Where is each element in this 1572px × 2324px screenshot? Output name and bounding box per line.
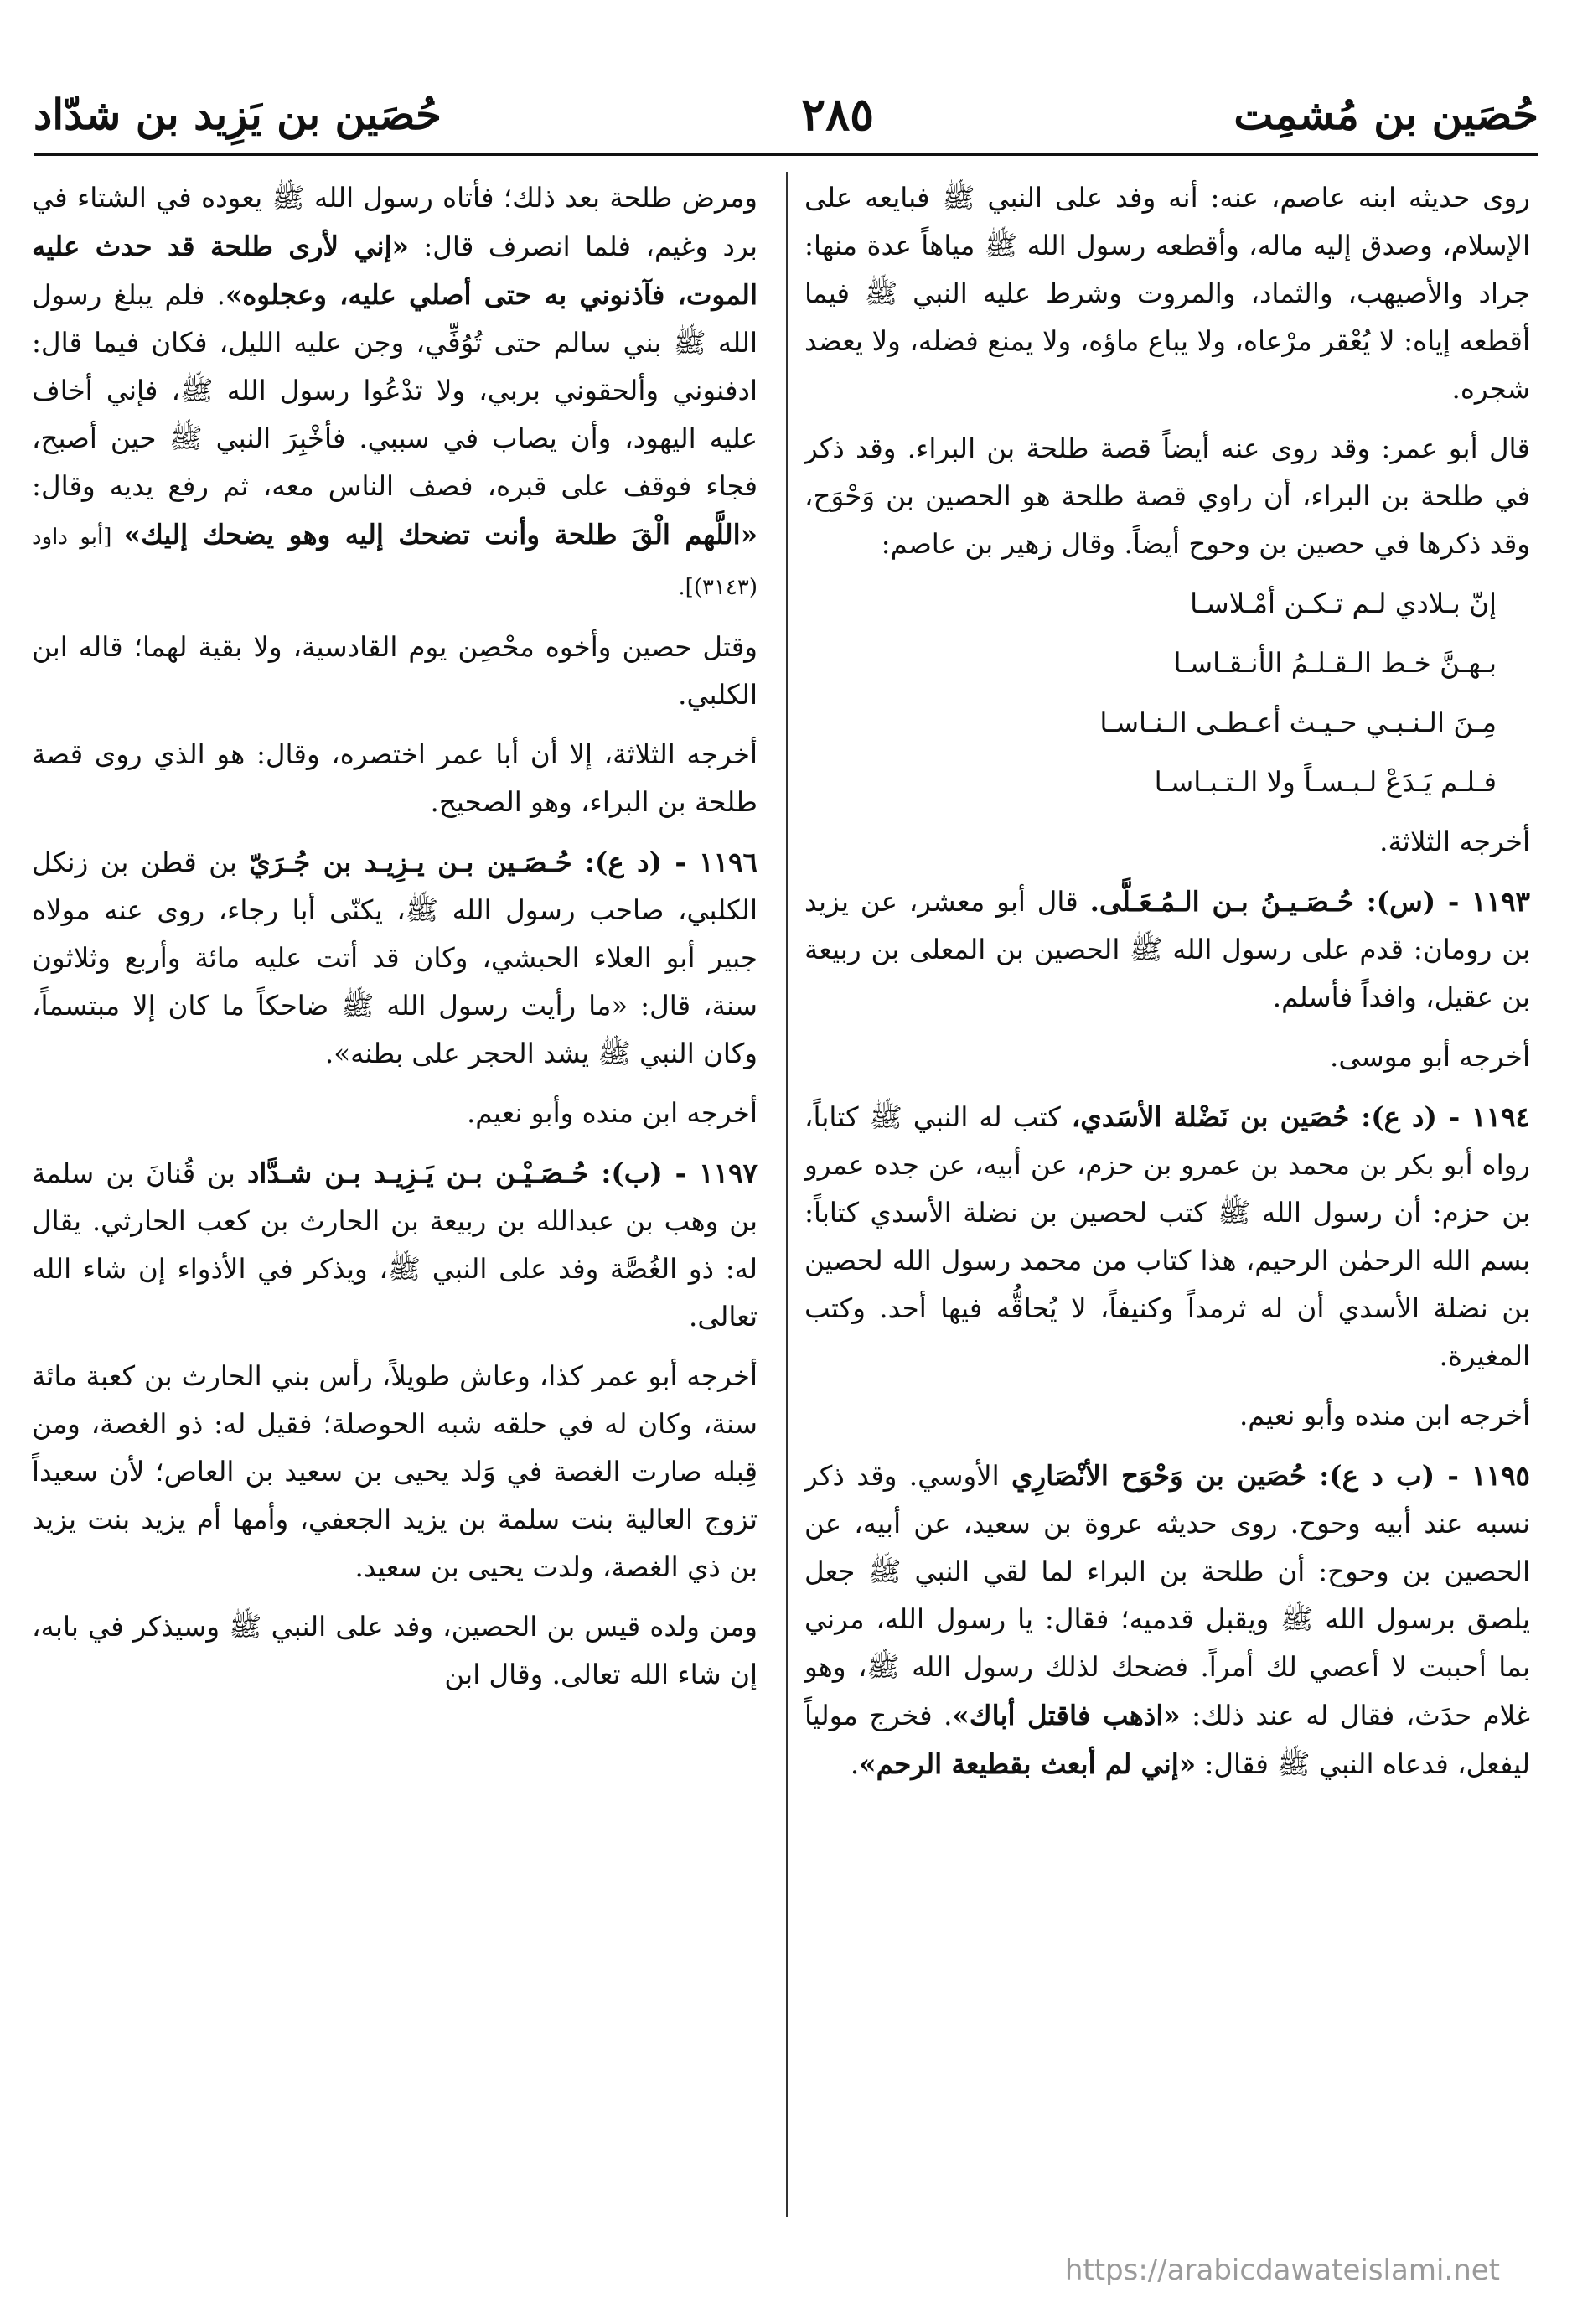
paragraph: أخرجه ابن منده وأبو نعيم. — [466, 1097, 758, 1129]
paragraph: قال أبو عمر: وقد روى عنه أيضاً قصة طلحة بن البراء. وقد ذكر في طلحة بن البراء، أن راوي قصة طلحة هو الحصين بن وَحْوَح، وقد ذكرها في حصين بن وحوح أيضاً. وقال زهير بن عاصم: — [804, 432, 1530, 560]
paragraph: أخرجه الثلاثة. — [1379, 826, 1530, 857]
verse-line: فـلـم يَـدَعْ لـبـسـاً ولا الـتـبـاسـا — [1154, 766, 1497, 798]
header-right-title: حُصَين بن مُشمِت — [1233, 89, 1538, 139]
page-header — [34, 80, 1538, 148]
entry-heading: ١١٩٧ - (ب): حُـصَـيْـن بـن يَـزِيـد بـن شـدَّاد — [246, 1157, 758, 1189]
hadith-quote: «إني لأرى طلحة قد حدث عليه الموت، فآذنوني به حتى أصلي عليه، وعجلوه» — [32, 230, 758, 311]
column-divider — [786, 172, 788, 2217]
entry-heading: ١١٩٤ - (د ع): حُصَين بن نَضْلة الأسَدي، — [1071, 1100, 1530, 1133]
entry-body: قال أبو معشر، عن يزيد بن رومان: قدم على رسول الله ﷺ الحصين بن المعلى بن ربيعة بن عقيل، وافداً فأسلم. — [804, 886, 1530, 1013]
entry-body: كتب له النبي ﷺ كتاباً، رواه أبو بكر بن محمد بن عمرو بن حزم، عن أبيه، عن جده عمرو بن حزم: أن رسول الله ﷺ كتب لحصين بن نضلة الأسدي كتاباً: بسم الله الرحمٰن الرحيم، هذا كتاب من محمد رسول الله لحصين بن نضلة الأسدي أن له ثرمداً وكنيفاً، لا يُحاقُّه فيها أحد. وكتب المغيرة. — [804, 1101, 1530, 1372]
verse-line: بـهـنَّ خـط الـقـلـمُ الأنـقـاسـا — [1173, 647, 1497, 679]
hadith-quote: «اللَّهم الْقَ طلحة وأنت تضحك إليه وهو يضحك إليك» — [123, 518, 758, 551]
entry-body: بن قطن بن زنكل الكلبي، صاحب رسول الله ﷺ، يكنّى أبا رجاء، روى عنه مولاه جبير أبو العلاء الحبشي، وكان قد أتت عليه مائة وأربع وثلاثون سنة، قال: «ما رأيت رسول الله ﷺ ضاحكاً ما كان إلا مبتسماً، وكان النبي ﷺ يشد الحجر على بطنه». — [32, 846, 758, 1069]
paragraph: أخرجه أبو عمر كذا، وعاش طويلاً، رأس بني الحارث بن كعبة مائة سنة، وكان له في حلقه شبه الحوصلة؛ فقيل له: ذو الغصة، ومن قِبله صارت الغصة في وَلد يحيى بن سعيد بن العاص؛ لأن سعيداً تزوج العالية بنت سلمة بن يزيد الجعفي، وأمها أم يزيد بنت يزيد بن ذي الغصة، ولدت يحيى بن سعيد. — [32, 1360, 758, 1583]
text: . فلم يبلغ رسول الله ﷺ بني سالم حتى تُوُفِّي، وجن عليه الليل، فكان فيما قال: ادفنوني وألحقوني بربي، ولا تدْعُوا رسول الله ﷺ، فإني أخاف عليه اليهود، وأن يصاب في سببي. فأخْبِرَ النبي ﷺ حين أصبح، فجاء فوقف على قبره، فصف الناس معه، ثم رفع يديه وقال: — [32, 279, 758, 502]
left-column — [32, 174, 758, 2219]
paragraph: روى حديثه ابنه عاصم، عنه: أنه وفد على النبي ﷺ فبايعه على الإسلام، وصدق إليه ماله، وأقطعه رسول الله ﷺ مياهاً عدة منها: جراد والأصيهب، والثماد، والمروت وشرط عليه النبي ﷺ فيما أقطعه إياه: لا يُعْقر مرْعاه، ولا يباع ماؤه، ولا يمنع فضله، ولا يعضد شجره. — [804, 182, 1530, 405]
paragraph: أخرجه الثلاثة، إلا أن أبا عمر اختصره، وقال: هو الذي روى قصة طلحة بن البراء، وهو الصحيح. — [32, 738, 758, 818]
entry-body: بن قُنانَ بن سلمة بن وهب بن عبدالله بن ربيعة بن الحارث بن كعب الحارثي. يقال له: ذو الغُصَّة وفد على النبي ﷺ، ويذكر في الأذواء إن شاء الله تعالى. — [32, 1157, 758, 1333]
text: ومرض طلحة بعد ذلك؛ فأتاه رسول الله ﷺ يعوده في الشتاء في برد وغيم، فلما انصرف قال: — [32, 182, 758, 262]
hadith-quote: «إني لم أبعث بقطيعة الرحم» — [859, 1747, 1197, 1780]
reference: [أبو داود (٣١٤٣)]. — [32, 525, 758, 600]
paragraph: أخرجه أبو موسى. — [1330, 1041, 1530, 1073]
paragraph: أخرجه ابن منده وأبو نعيم. — [1238, 1400, 1530, 1431]
entry-1197 — [32, 1149, 758, 1341]
entry-1196 — [32, 838, 758, 1078]
entry-heading: ١١٩٣ - (س): حُـصَـيـنُ بـن الـمُـعَـلَّى. — [1089, 885, 1530, 918]
header-rule — [34, 153, 1538, 156]
page-number: ٢٨٥ — [801, 87, 875, 141]
paragraph — [32, 174, 758, 612]
verse-line: إنّ بـلادي لـم تـكـن أمْـلاسـا — [1190, 587, 1497, 619]
entry-body: الأوسي. وقد ذكر نسبه عند أبيه وحوح. روى حديثه عروة بن سعيد، عن أبيه، عن الحصين بن وحوح: أن طلحة بن البراء لما لقي النبي ﷺ جعل يلصق برسول الله ﷺ ويقبل قدميه؛ فقال: يا رسول الله، مرني بما أحببت لا أعصي لك أمراً. فضحك لذلك رسول الله ﷺ، وهو غلام حدَث، فقال له عند ذلك: — [804, 1460, 1530, 1731]
entry-heading: ١١٩٦ - (د ع): حُـصَـين بـن يـزِيـد بن جُـرَيّ — [249, 846, 758, 878]
paragraph: ومن ولده قيس بن الحصين، وفد على النبي ﷺ وسيذكر في بابه، إن شاء الله تعالى. وقال ابن — [32, 1611, 758, 1690]
watermark-url: https://arabicdawateislami.net — [1064, 2254, 1500, 2287]
verse-line: مِـنَ الـنـبـي حـيـث أعـطـى الـنـاسـا — [1099, 707, 1497, 738]
hadith-quote: «اذهب فاقتل أباك» — [952, 1699, 1181, 1731]
paragraph: وقتل حصين وأخوه محْصِن يوم القادسية، ولا بقية لهما؛ قاله ابن الكلبي. — [32, 631, 758, 711]
right-column — [804, 174, 1530, 2219]
header-left-title: حُصَين بن يَزِيد بن شدّاد — [34, 89, 442, 139]
entry-1193 — [804, 877, 1530, 1022]
entry-body: . فخرج مولياً ليفعل، فدعاه النبي ﷺ فقال: — [804, 1700, 1530, 1780]
entry-body: . — [850, 1748, 860, 1780]
entry-1194 — [804, 1093, 1530, 1380]
entry-heading: ١١٩٥ - (ب د ع): حُصَين بن وَحْوَح الأنْصَارِي — [1011, 1459, 1530, 1492]
entry-1195 — [804, 1452, 1530, 1788]
